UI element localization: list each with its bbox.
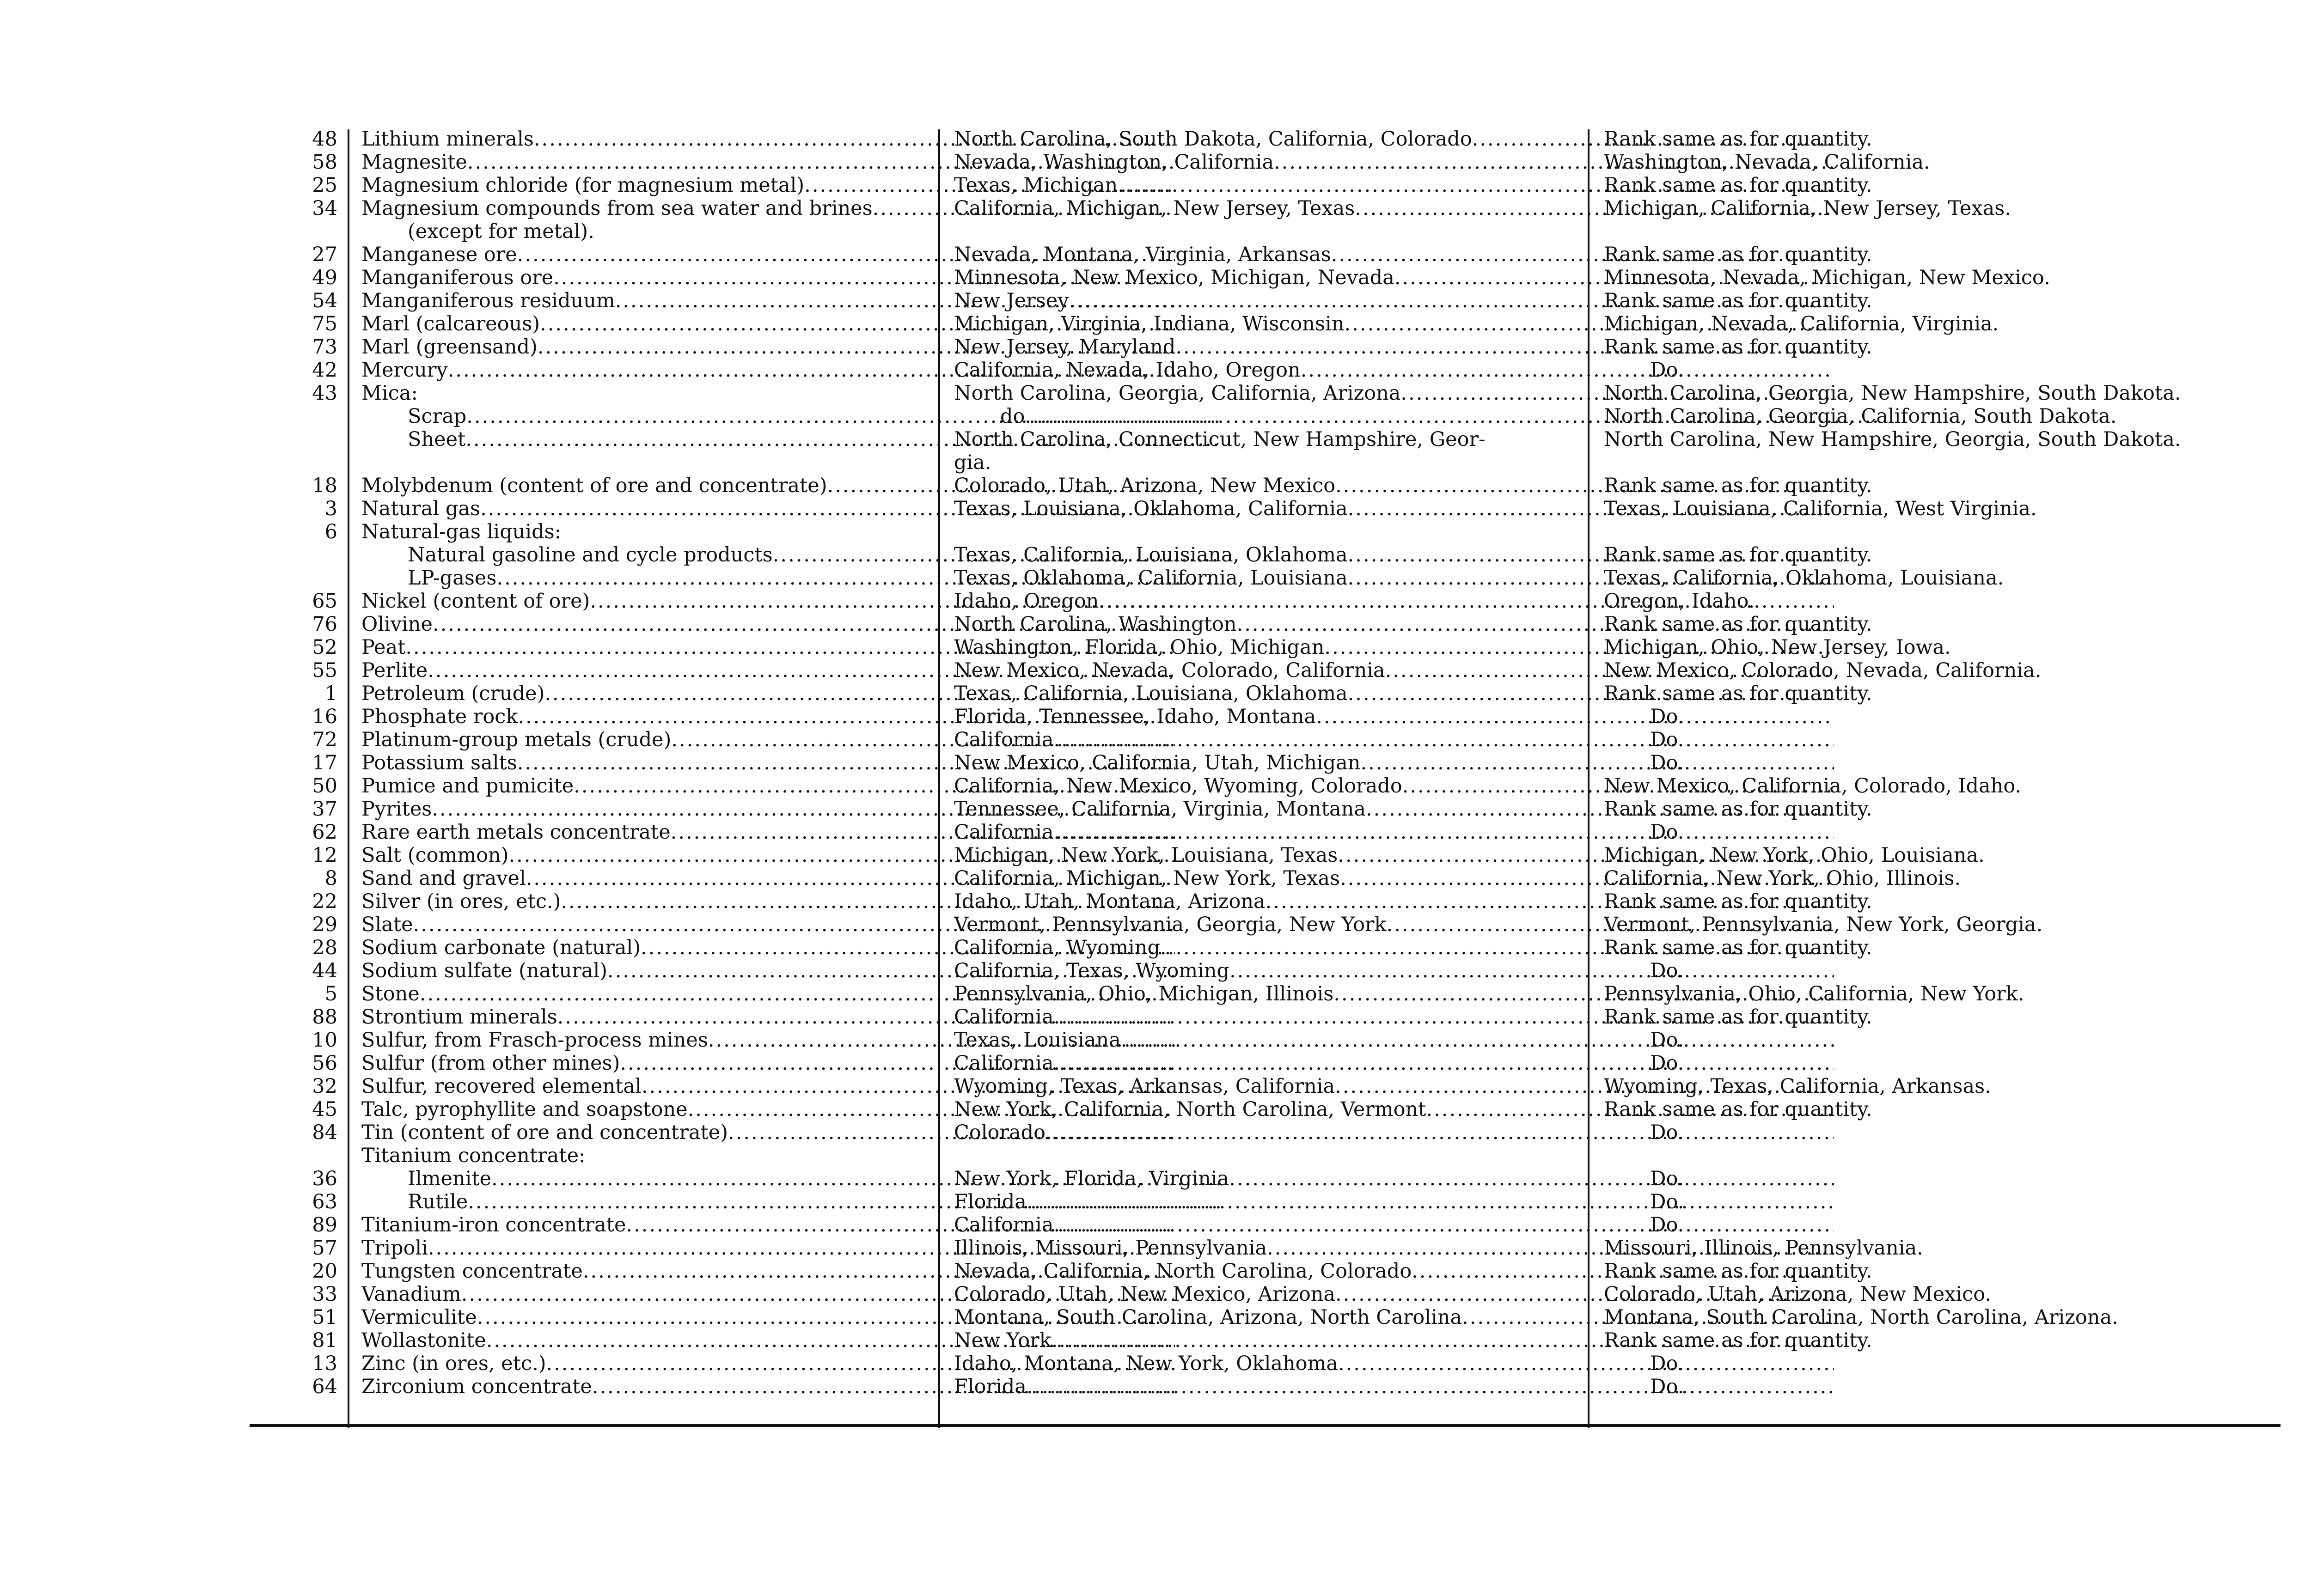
rank-cell (250, 1144, 337, 1167)
rank-cell: 48 (312, 128, 337, 151)
mineral-cell: Platinum-group metals (crude) ..... (361, 728, 1175, 751)
value-rank-cell: Do. (1650, 359, 1684, 382)
table-row (250, 682, 2293, 705)
table-row (250, 428, 2293, 451)
rank-cell: 42 (312, 359, 337, 382)
principal-states-cell: Idaho, Utah, Montana, Arizona ..... (954, 890, 1834, 913)
table-row (250, 497, 2293, 520)
table-row (250, 382, 2293, 405)
rank-cell (250, 220, 337, 243)
rank-cell: 12 (312, 844, 337, 867)
value-rank-cell: Do. (1650, 1190, 1684, 1213)
rank-cell: 25 (312, 174, 337, 197)
rank-cell: 88 (312, 1005, 337, 1029)
rank-cell: 37 (312, 798, 337, 821)
mineral-cell: Magnesium compounds from sea water and brines ..... (361, 197, 1175, 220)
value-rank-cell: Do. (1650, 959, 1684, 982)
principal-states-cell: Pennsylvania, Ohio, Michigan, Illinois ..... (954, 982, 1834, 1005)
principal-states-cell: Florida ..... (954, 1190, 1834, 1213)
rank-cell: 45 (312, 1098, 337, 1121)
value-rank-cell: Minnesota, Nevada, Michigan, New Mexico. (1604, 266, 2050, 289)
table-row (250, 982, 2293, 1005)
principal-states-cell: California ..... (954, 728, 1834, 751)
table-row (250, 128, 2293, 151)
value-rank-cell: Rank same as for quantity. (1604, 474, 1872, 497)
principal-states-cell: Nevada, Washington, California ..... (954, 151, 1834, 174)
table-row (250, 1283, 2293, 1306)
rank-cell: 75 (312, 312, 337, 335)
mineral-cell: Titanium-iron concentrate ..... (361, 1213, 1175, 1237)
table-row (250, 1213, 2293, 1237)
value-rank-cell: Do. (1650, 1352, 1684, 1375)
value-rank-cell (1604, 220, 2293, 243)
table-row (250, 1375, 2293, 1398)
principal-states-cell: Minnesota, New Mexico, Michigan, Nevada ..... (954, 266, 1834, 289)
table-row (250, 728, 2293, 751)
mineral-cell: Scrap ..... (361, 405, 1221, 428)
mineral-cell: Talc, pyrophyllite and soapstone ..... (361, 1098, 1175, 1121)
rank-cell: 1 (324, 682, 337, 705)
principal-states-cell: Colorado, Utah, New Mexico, Arizona ..... (954, 1283, 1834, 1306)
mineral-ranking-table (250, 128, 2293, 1398)
mineral-cell: Molybdenum (content of ore and concentrate) ..... (361, 474, 1175, 497)
table-row (250, 636, 2293, 659)
principal-states-cell: Illinois, Missouri, Pennsylvania ..... (954, 1237, 1834, 1260)
mineral-cell: Nickel (content of ore) ..... (361, 590, 1175, 613)
value-rank-cell: Rank same as for quantity. (1604, 798, 1872, 821)
table-row (250, 197, 2293, 220)
principal-states-cell: Michigan, Virginia, Indiana, Wisconsin ..... (954, 312, 1834, 335)
rank-cell: 63 (312, 1190, 337, 1213)
mineral-cell: Sheet ..... (361, 428, 1221, 451)
table-row (250, 1052, 2293, 1075)
table-row (250, 705, 2293, 728)
principal-states-cell: New York, Florida, Virginia ..... (954, 1167, 1834, 1190)
value-rank-cell: Rank same as for quantity. (1604, 936, 1872, 959)
value-rank-cell: Rank same as for quantity. (1604, 890, 1872, 913)
principal-states-cell: North Carolina, Georgia, California, Arizona ..... (954, 382, 1834, 405)
mineral-cell: Tungsten concentrate ..... (361, 1260, 1175, 1283)
principal-states-cell: Tennessee, California, Virginia, Montana ..... (954, 798, 1834, 821)
mineral-cell: Peat ..... (361, 636, 1175, 659)
principal-states-cell: California ..... (954, 1052, 1834, 1075)
mineral-cell: Titanium concentrate: (361, 1144, 586, 1167)
table-row (250, 1167, 2293, 1190)
table-row (250, 1005, 2293, 1029)
mineral-cell: Vanadium ..... (361, 1283, 1175, 1306)
value-rank-cell: New Mexico, Colorado, Nevada, California. (1604, 659, 2042, 682)
mineral-cell: Magnesium chloride (for magnesium metal) ..... (361, 174, 1175, 197)
principal-states-cell: Colorado, Utah, Arizona, New Mexico ..... (954, 474, 1834, 497)
mineral-cell: Olivine ..... (361, 613, 1175, 636)
value-rank-cell: North Carolina, New Hampshire, Georgia, South Dakota. (1604, 428, 2181, 451)
value-rank-cell: Rank same as for quantity. (1604, 1260, 1872, 1283)
value-rank-cell: Rank same as for quantity. (1604, 1005, 1872, 1029)
principal-states-cell: Idaho, Montana, New York, Oklahoma ..... (954, 1352, 1834, 1375)
principal-states-cell: California, New Mexico, Wyoming, Colorado ..... (954, 774, 1834, 798)
table-row (250, 1098, 2293, 1121)
mineral-cell: Natural gas ..... (361, 497, 1175, 520)
value-rank-cell: Montana, South Carolina, North Carolina, Arizona. (1604, 1306, 2118, 1329)
value-rank-cell: Rank same as for quantity. (1604, 174, 1872, 197)
mineral-cell: Ilmenite ..... (361, 1167, 1221, 1190)
table-bottom-rule (250, 1424, 2280, 1427)
mineral-cell: (except for metal). (408, 220, 594, 243)
principal-states-cell: California, Wyoming ..... (954, 936, 1834, 959)
mineral-cell: Stone ..... (361, 982, 1175, 1005)
value-rank-cell: Rank same as for quantity. (1604, 613, 1872, 636)
value-rank-cell: Rank same as for quantity. (1604, 128, 1872, 151)
rank-cell: 51 (312, 1306, 337, 1329)
table-row (250, 751, 2293, 774)
table-row (250, 405, 2293, 428)
column-rule-mineral (938, 129, 940, 1428)
mineral-cell: Rutile ..... (361, 1190, 1221, 1213)
principal-states-cell: New York ..... (954, 1329, 1834, 1352)
value-rank-cell: Do. (1650, 751, 1684, 774)
rank-cell: 34 (312, 197, 337, 220)
principal-states-cell: Vermont, Pennsylvania, Georgia, New York ..... (954, 913, 1834, 936)
rank-cell: 43 (312, 382, 337, 405)
mineral-cell: Zinc (in ores, etc.) ..... (361, 1352, 1175, 1375)
rank-cell: 17 (312, 751, 337, 774)
mineral-cell: LP-gases ..... (361, 567, 1221, 590)
principal-states-cell: North Carolina, South Dakota, California, Colorado ..... (954, 128, 1834, 151)
value-rank-cell (1604, 1144, 2293, 1167)
rank-cell (250, 405, 337, 428)
value-rank-cell: Michigan, Nevada, California, Virginia. (1604, 312, 1999, 335)
rank-cell: 65 (312, 590, 337, 613)
mineral-cell: Sulfur, recovered elemental ..... (361, 1075, 1175, 1098)
table-row (250, 451, 2293, 474)
mineral-cell: Sodium carbonate (natural) ..... (361, 936, 1175, 959)
value-rank-cell: Rank same as for quantity. (1604, 243, 1872, 266)
principal-states-cell: California ..... (954, 821, 1834, 844)
table-row (250, 1237, 2293, 1260)
principal-states-cell: Texas, California, Louisiana, Oklahoma ..... (954, 682, 1834, 705)
rank-cell: 64 (312, 1375, 337, 1398)
principal-states-cell: California, Michigan, New York, Texas ..... (954, 867, 1834, 890)
value-rank-cell: Do. (1650, 1121, 1684, 1144)
value-rank-cell: Texas, Louisiana, California, West Virginia. (1604, 497, 2037, 520)
rank-cell: 13 (312, 1352, 337, 1375)
mineral-cell: Natural-gas liquids: (361, 520, 562, 543)
rank-cell: 18 (312, 474, 337, 497)
mineral-cell: Marl (calcareous) ..... (361, 312, 1175, 335)
mineral-cell: Sand and gravel ..... (361, 867, 1175, 890)
mineral-cell: Zirconium concentrate ..... (361, 1375, 1175, 1398)
rank-cell: 58 (312, 151, 337, 174)
mineral-cell: Lithium minerals ..... (361, 128, 1175, 151)
column-rule-rank (348, 129, 349, 1428)
table-row (250, 220, 2293, 243)
rank-cell: 36 (312, 1167, 337, 1190)
table-row (250, 844, 2293, 867)
mineral-cell: Mica: (361, 382, 418, 405)
value-rank-cell: Oregon, Idaho. (1604, 590, 1755, 613)
rank-cell: 10 (312, 1029, 337, 1052)
table-row (250, 774, 2293, 798)
mineral-cell: Rare earth metals concentrate ..... (361, 821, 1175, 844)
value-rank-cell: Do. (1650, 1029, 1684, 1052)
table-row (250, 312, 2293, 335)
principal-states-cell: Michigan, New York, Louisiana, Texas ..... (954, 844, 1834, 867)
rank-cell: 72 (312, 728, 337, 751)
principal-states-cell: Florida ..... (954, 1375, 1834, 1398)
value-rank-cell: Wyoming, Texas, California, Arkansas. (1604, 1075, 1991, 1098)
mineral-cell: Petroleum (crude) ..... (361, 682, 1175, 705)
mineral-cell: Natural gasoline and cycle products ..... (361, 543, 1221, 567)
principal-states-cell: California, Michigan, New Jersey, Texas ..... (954, 197, 1834, 220)
rank-cell: 89 (312, 1213, 337, 1237)
rank-cell: 5 (324, 982, 337, 1005)
value-rank-cell: Do. (1650, 705, 1684, 728)
principal-states-cell: Colorado ..... (954, 1121, 1834, 1144)
principal-states-cell: Texas, Louisiana ..... (954, 1029, 1834, 1052)
rank-cell (250, 543, 337, 567)
table-row (250, 1190, 2293, 1213)
rank-cell: 56 (312, 1052, 337, 1075)
rank-cell: 55 (312, 659, 337, 682)
column-rule-states (1588, 129, 1590, 1428)
table-row (250, 567, 2293, 590)
principal-states-cell: Florida, Tennessee, Idaho, Montana ..... (954, 705, 1834, 728)
mineral-cell: Manganiferous ore ..... (361, 266, 1175, 289)
table-row (250, 798, 2293, 821)
rank-cell: 28 (312, 936, 337, 959)
principal-states-cell: New Mexico, Nevada, Colorado, California ..... (954, 659, 1834, 682)
table-row (250, 613, 2293, 636)
principal-states-cell: New Jersey, Maryland ..... (954, 335, 1834, 359)
mineral-cell: Potassium salts ..... (361, 751, 1175, 774)
principal-states-cell: Texas, California, Louisiana, Oklahoma ..... (954, 543, 1834, 567)
rank-cell: 44 (312, 959, 337, 982)
value-rank-cell: Colorado, Utah, Arizona, New Mexico. (1604, 1283, 1992, 1306)
mineral-cell: Tripoli ..... (361, 1237, 1175, 1260)
table-row (250, 890, 2293, 913)
mineral-cell: Manganese ore ..... (361, 243, 1175, 266)
mineral-cell: Marl (greensand) ..... (361, 335, 1175, 359)
value-rank-cell: Do. (1650, 1052, 1684, 1075)
value-rank-cell: Missouri, Illinois, Pennsylvania. (1604, 1237, 1923, 1260)
value-rank-cell: Michigan, California, New Jersey, Texas. (1604, 197, 2011, 220)
value-rank-cell: Rank same as for quantity. (1604, 682, 1872, 705)
mineral-cell: Sulfur, from Frasch-process mines ..... (361, 1029, 1175, 1052)
mineral-cell: Sodium sulfate (natural) ..... (361, 959, 1175, 982)
principal-states-cell: California ..... (954, 1213, 1834, 1237)
table-row (250, 1075, 2293, 1098)
principal-states-cell: Wyoming, Texas, Arkansas, California ..... (954, 1075, 1834, 1098)
table-row (250, 174, 2293, 197)
mineral-cell: Strontium minerals ..... (361, 1005, 1175, 1029)
mineral-cell: Manganiferous residuum ..... (361, 289, 1175, 312)
rank-cell: 81 (312, 1329, 337, 1352)
principal-states-cell: North Carolina, Connecticut, New Hampshire, Geor- (954, 428, 1486, 451)
rank-cell: 8 (324, 867, 337, 890)
value-rank-cell: Do. (1650, 1213, 1684, 1237)
rank-cell: 22 (312, 890, 337, 913)
table-row (250, 659, 2293, 682)
table-row (250, 1144, 2293, 1167)
rank-cell: 6 (324, 520, 337, 543)
table-row (250, 867, 2293, 890)
principal-states-cell: gia. (954, 451, 991, 474)
table-row (250, 1352, 2293, 1375)
rank-cell: 27 (312, 243, 337, 266)
principal-states-cell: Idaho, Oregon ..... (954, 590, 1834, 613)
rank-cell: 50 (312, 774, 337, 798)
value-rank-cell: Rank same as for quantity. (1604, 1098, 1872, 1121)
rank-cell: 16 (312, 705, 337, 728)
table-row (250, 959, 2293, 982)
value-rank-cell: Michigan, New York, Ohio, Louisiana. (1604, 844, 1985, 867)
table-row (250, 1029, 2293, 1052)
table-row (250, 359, 2293, 382)
rank-cell: 20 (312, 1260, 337, 1283)
rank-cell: 54 (312, 289, 337, 312)
table-row (250, 1306, 2293, 1329)
rank-cell: 29 (312, 913, 337, 936)
value-rank-cell: Rank same as for quantity. (1604, 335, 1872, 359)
table-row (250, 1260, 2293, 1283)
table-row (250, 1329, 2293, 1352)
rank-cell: 76 (312, 613, 337, 636)
principal-states-cell: North Carolina, Washington ..... (954, 613, 1834, 636)
rank-cell: 62 (312, 821, 337, 844)
mineral-cell: Magnesite ..... (361, 151, 1175, 174)
mineral-cell: Tin (content of ore and concentrate) ..... (361, 1121, 1175, 1144)
value-rank-cell: Texas, California, Oklahoma, Louisiana. (1604, 567, 2004, 590)
principal-states-cell: Nevada, California, North Carolina, Colorado ..... (954, 1260, 1834, 1283)
table-row (250, 936, 2293, 959)
principal-states-cell: New Jersey ..... (954, 289, 1834, 312)
table-row (250, 821, 2293, 844)
value-rank-cell: Rank same as for quantity. (1604, 1329, 1872, 1352)
mineral-cell: Vermiculite ..... (361, 1306, 1175, 1329)
table-row (250, 266, 2293, 289)
rank-cell: 52 (312, 636, 337, 659)
table-row (250, 243, 2293, 266)
principal-states-cell: Texas, Michigan ..... (954, 174, 1834, 197)
value-rank-cell: Pennsylvania, Ohio, California, New York. (1604, 982, 2024, 1005)
principal-states-cell: California ..... (954, 1005, 1834, 1029)
value-rank-cell: Do. (1650, 1167, 1684, 1190)
value-rank-cell: Rank same as for quantity. (1604, 543, 1872, 567)
principal-states-cell: Nevada, Montana, Virginia, Arkansas ..... (954, 243, 1834, 266)
value-rank-cell: North Carolina, Georgia, California, South Dakota. (1604, 405, 2117, 428)
principal-states-cell: California, Texas, Wyoming ..... (954, 959, 1834, 982)
mineral-cell: Silver (in ores, etc.) ..... (361, 890, 1175, 913)
mineral-cell: Sulfur (from other mines) ..... (361, 1052, 1175, 1075)
value-rank-cell: New Mexico, California, Colorado, Idaho. (1604, 774, 2022, 798)
table-row (250, 151, 2293, 174)
table-row (250, 520, 2293, 543)
rank-cell (250, 567, 337, 590)
principal-states-cell: Texas, Oklahoma, California, Louisiana ..... (954, 567, 1834, 590)
table-row (250, 474, 2293, 497)
table-row (250, 913, 2293, 936)
value-rank-cell: Washington, Nevada, California. (1604, 151, 1930, 174)
rank-cell (250, 428, 337, 451)
mineral-cell: Phosphate rock ..... (361, 705, 1175, 728)
value-rank-cell: Michigan, Ohio, New Jersey, Iowa. (1604, 636, 1951, 659)
principal-states-cell: do ..... (954, 405, 1880, 428)
rank-cell: 57 (312, 1237, 337, 1260)
table-row (250, 335, 2293, 359)
rank-cell: 49 (312, 266, 337, 289)
table-row (250, 1121, 2293, 1144)
mineral-cell: Salt (common) ..... (361, 844, 1175, 867)
value-rank-cell: North Carolina, Georgia, New Hampshire, South Dakota. (1604, 382, 2181, 405)
rank-cell: 3 (324, 497, 337, 520)
rank-cell (250, 451, 337, 474)
mineral-cell: Pyrites ..... (361, 798, 1175, 821)
principal-states-cell: Texas, Louisiana, Oklahoma, California ..... (954, 497, 1834, 520)
table-row (250, 289, 2293, 312)
mineral-cell: Pumice and pumicite ..... (361, 774, 1175, 798)
rank-cell: 84 (312, 1121, 337, 1144)
value-rank-cell (1604, 451, 2293, 474)
value-rank-cell: Vermont, Pennsylvania, New York, Georgia. (1604, 913, 2043, 936)
principal-states-cell: Washington, Florida, Ohio, Michigan ..... (954, 636, 1834, 659)
mineral-cell: Slate ..... (361, 913, 1175, 936)
value-rank-cell: Do. (1650, 1375, 1684, 1398)
mineral-cell: Mercury ..... (361, 359, 1175, 382)
mineral-cell: Perlite ..... (361, 659, 1175, 682)
rank-cell: 33 (312, 1283, 337, 1306)
principal-states-cell: New Mexico, California, Utah, Michigan ..... (954, 751, 1834, 774)
table-row (250, 543, 2293, 567)
mineral-cell: Wollastonite ..... (361, 1329, 1175, 1352)
value-rank-cell: Do. (1650, 728, 1684, 751)
rank-cell: 73 (312, 335, 337, 359)
value-rank-cell: Do. (1650, 821, 1684, 844)
value-rank-cell (1604, 520, 2293, 543)
rank-cell: 32 (312, 1075, 337, 1098)
value-rank-cell: Rank same as for quantity. (1604, 289, 1872, 312)
principal-states-cell: New York, California, North Carolina, Vermont ..... (954, 1098, 1834, 1121)
table-row (250, 590, 2293, 613)
principal-states-cell: California, Nevada, Idaho, Oregon ..... (954, 359, 1834, 382)
principal-states-cell: Montana, South Carolina, Arizona, North Carolina ..... (954, 1306, 1834, 1329)
value-rank-cell: California, New York, Ohio, Illinois. (1604, 867, 1961, 890)
